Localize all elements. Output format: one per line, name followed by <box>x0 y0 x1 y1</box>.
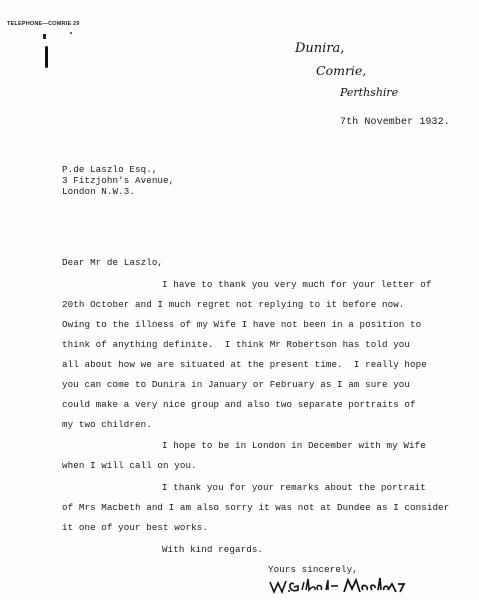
body-line: I thank you for your remarks about the portrait <box>162 482 426 493</box>
body-line: I have to thank you very much for your letter of <box>162 279 432 290</box>
body-line: my two children. <box>62 419 152 430</box>
letterhead-address-line1: Dunira, <box>295 41 345 56</box>
letterhead-address-line3: Perthshire <box>340 86 399 99</box>
closing: Yours sincerely, <box>268 564 358 575</box>
salutation: Dear Mr de Laszlo, <box>62 257 164 268</box>
body-line: of Mrs Macbeth and I am also sorry it was not at Dundee as I consider <box>62 502 450 513</box>
body-line: you can come to Dunira in January or February as I am sure you <box>62 379 411 390</box>
telephone-line: TELEPHONE—COMRIE 29 <box>7 21 80 27</box>
recipient-name: P.de Laszlo Esq., <box>62 164 158 175</box>
body-line: could make a very nice group and also two separate portraits of <box>62 399 416 410</box>
recipient-street: 3 Fitzjohn's Avenue, <box>62 175 175 186</box>
body-line: I hope to be in London in December with my Wife <box>162 440 426 451</box>
signature-icon <box>268 574 408 598</box>
body-line: when I will call on you. <box>62 460 197 471</box>
body-line: 20th October and I much regret not replying to it before now. <box>62 299 405 310</box>
recipient-city: London N.W.3. <box>62 186 135 197</box>
body-line: all about how we are situated at the present time. I really hope <box>62 359 427 370</box>
ink-dot <box>70 32 72 34</box>
body-line: Owing to the illness of my Wife I have not been in a position to <box>62 319 422 330</box>
body-line: it one of your best works. <box>62 522 208 533</box>
body-line: think of anything definite. I think Mr Robertson has told you <box>62 339 411 350</box>
punch-mark-icon <box>40 34 52 74</box>
letterhead-address-line2: Comrie, <box>316 63 367 78</box>
body-line: With kind regards. <box>162 544 264 555</box>
letter-date: 7th November 1932. <box>340 117 450 128</box>
